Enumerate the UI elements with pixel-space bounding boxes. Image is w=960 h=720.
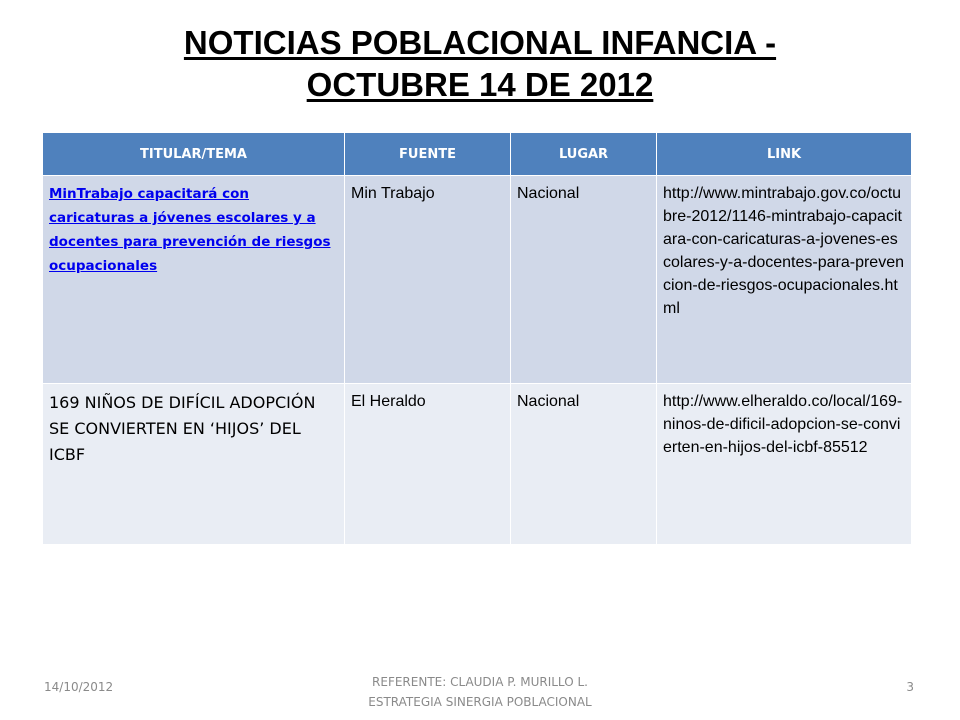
cell-lugar: Nacional xyxy=(511,384,657,545)
column-header-fuente: FUENTE xyxy=(345,133,511,176)
footer-referente-line-1: REFERENTE: CLAUDIA P. MURILLO L. xyxy=(372,675,588,689)
column-header-titular: TITULAR/TEMA xyxy=(43,133,345,176)
page-title-line-2: OCTUBRE 14 DE 2012 xyxy=(306,66,654,103)
footer-page-number: 3 xyxy=(906,680,914,694)
footer-referente-line-2: ESTRATEGIA SINERGIA POBLACIONAL xyxy=(368,695,592,709)
footer-referente xyxy=(260,672,700,712)
news-table xyxy=(42,132,912,545)
headline-link[interactable]: MinTrabajo capacitará con caricaturas a jóvenes escolares y a docentes para prevención de riesgos ocupacionales xyxy=(49,186,331,274)
cell-link: http://www.mintrabajo.gov.co/octubre-2012/1146-mintrabajo-capacitara-con-caricaturas-a-jovenes-escolares-y-a-docentes-para-prevencion-de-riesgos-ocupacionales.html xyxy=(657,176,912,384)
cell-titular xyxy=(43,384,345,545)
column-header-lugar: LUGAR xyxy=(511,133,657,176)
table-header-row xyxy=(43,133,912,176)
headline-text: 169 NIÑOS DE DIFÍCIL ADOPCIÓN SE CONVIERTEN EN ‘HIJOS’ DEL ICBF xyxy=(49,393,316,464)
page-title-line-1: NOTICIAS POBLACIONAL INFANCIA - xyxy=(183,24,777,61)
cell-titular xyxy=(43,176,345,384)
cell-lugar: Nacional xyxy=(511,176,657,384)
page-title xyxy=(0,22,960,106)
footer-date: 14/10/2012 xyxy=(44,680,114,694)
table-row xyxy=(43,176,912,384)
cell-link: http://www.elheraldo.co/local/169-ninos-de-dificil-adopcion-se-convierten-en-hijos-del-icbf-85512 xyxy=(657,384,912,545)
cell-fuente: Min Trabajo xyxy=(345,176,511,384)
column-header-link: LINK xyxy=(657,133,912,176)
cell-fuente: El Heraldo xyxy=(345,384,511,545)
table-row xyxy=(43,384,912,545)
